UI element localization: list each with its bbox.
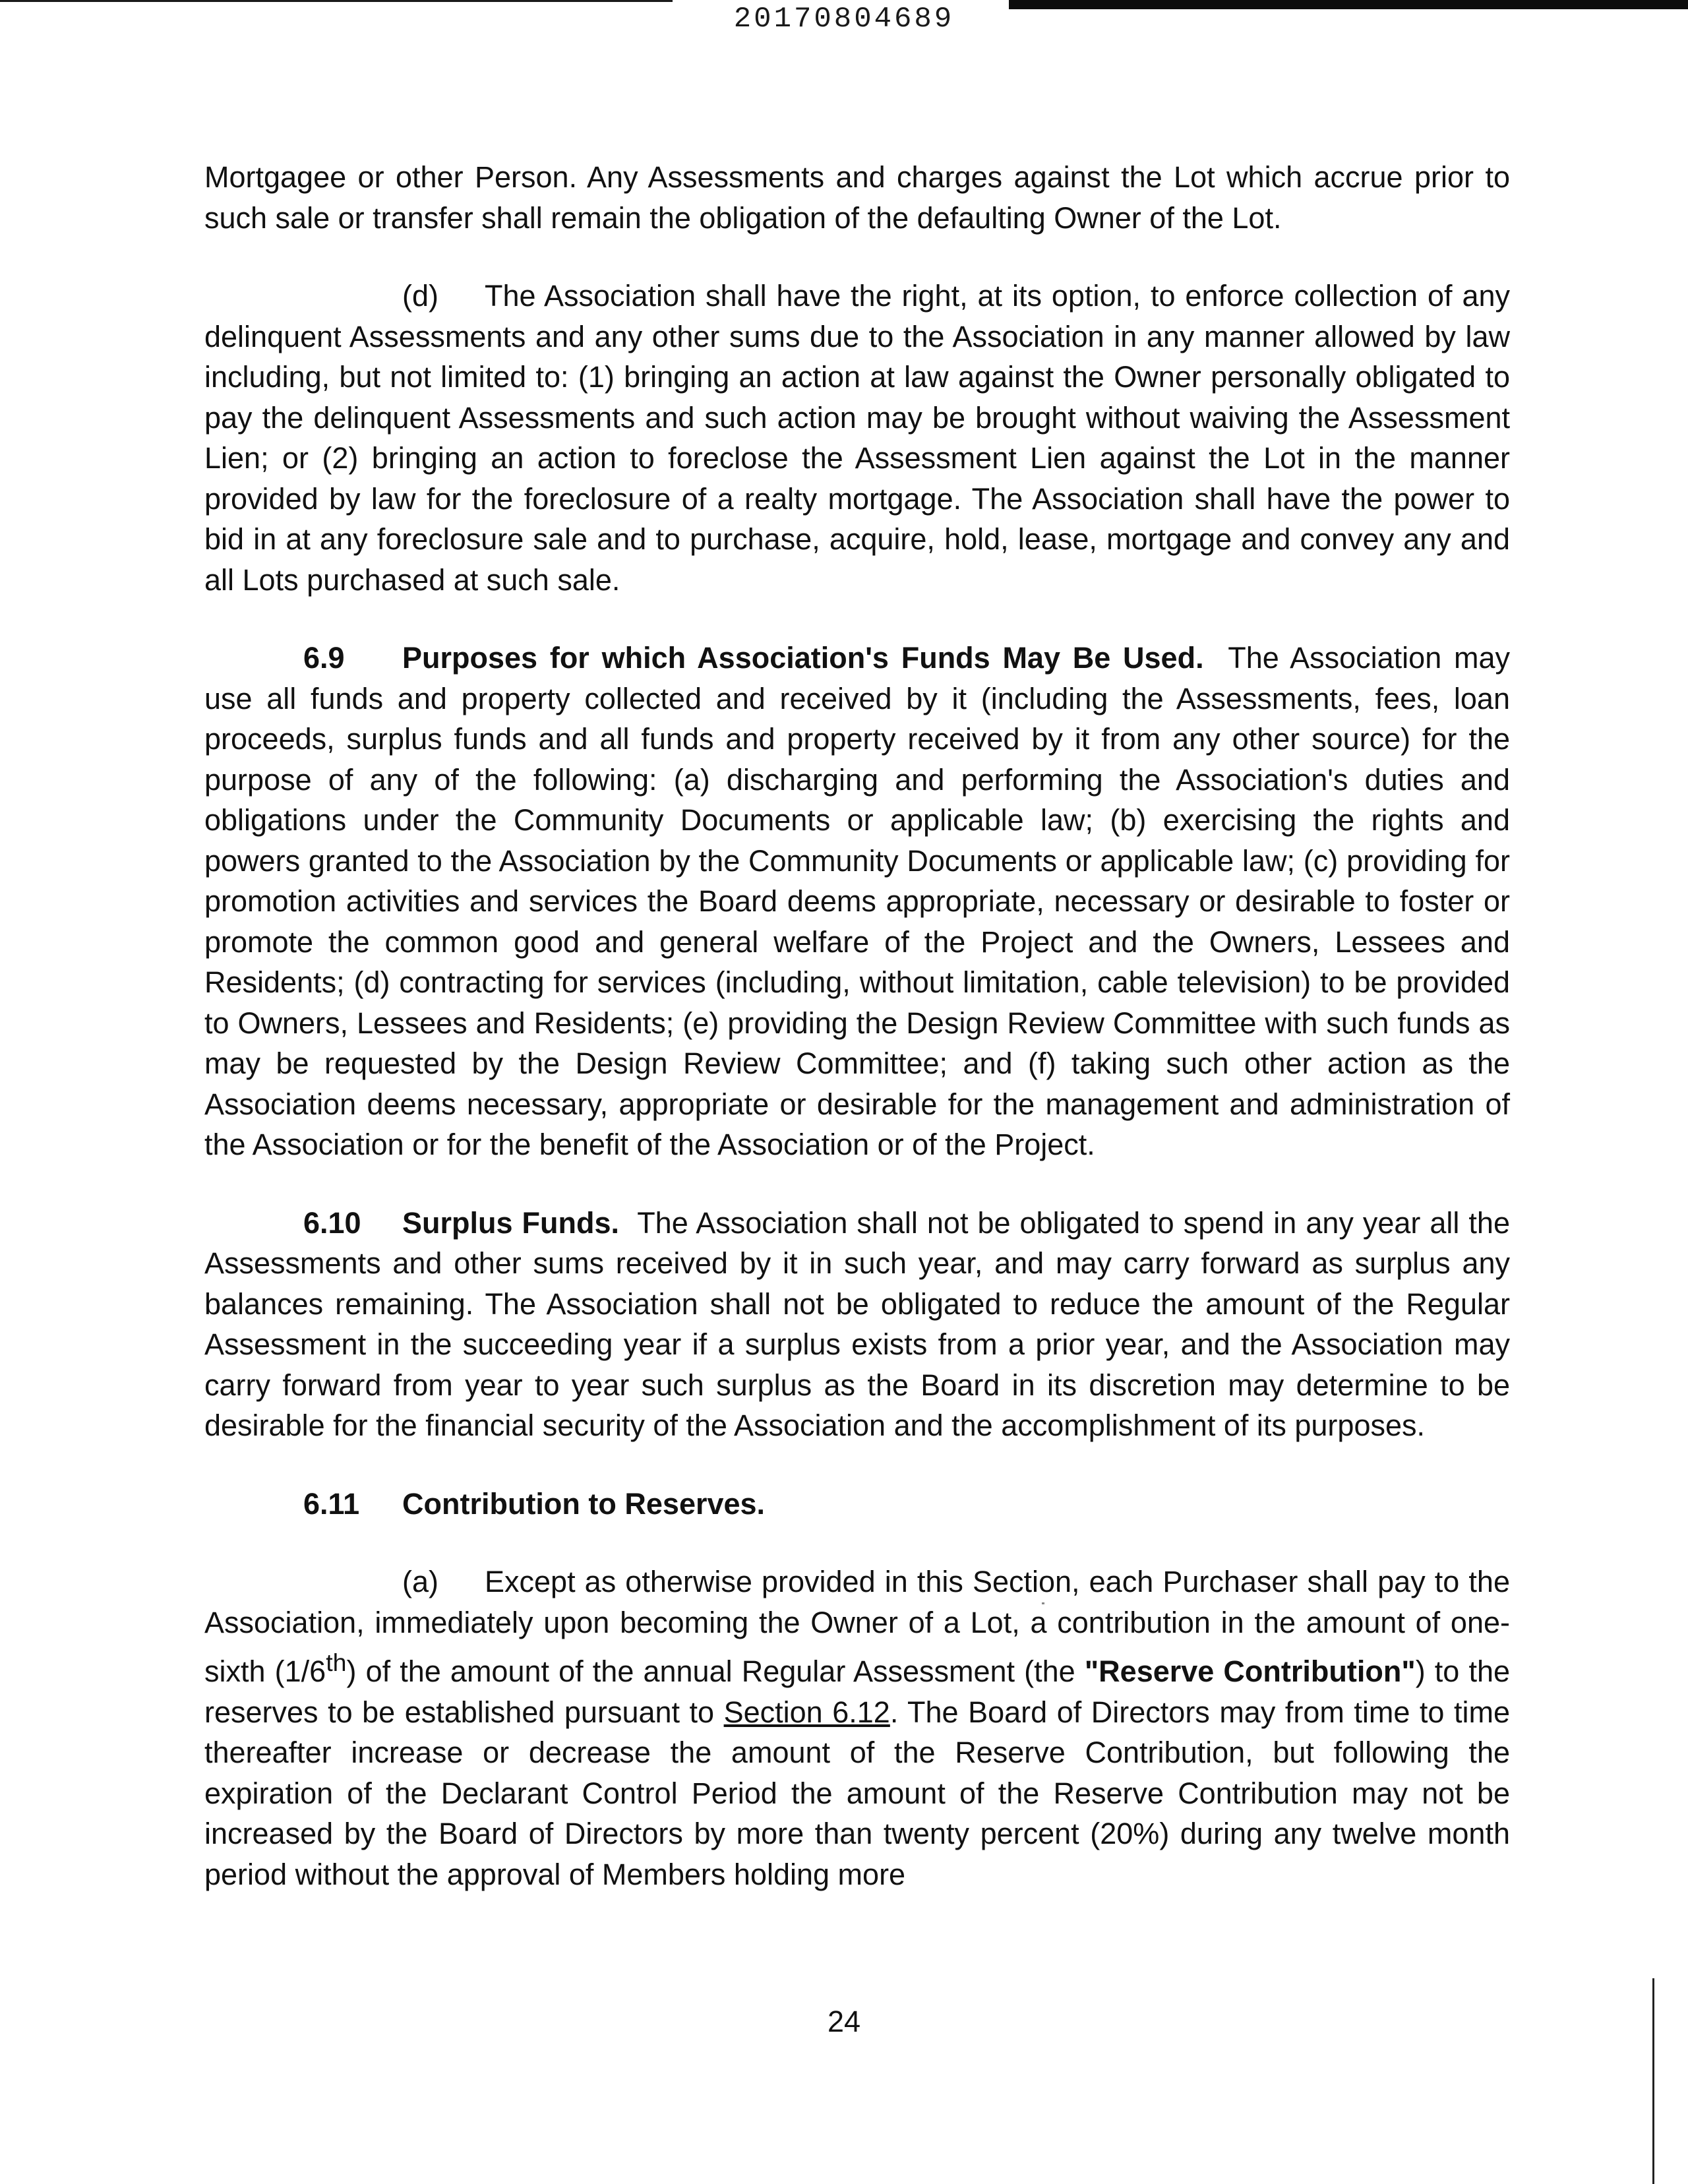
- paragraph-d: [204, 276, 1510, 600]
- section-title-6-10: Surplus Funds.: [402, 1205, 619, 1240]
- subsection-label-d: (d): [402, 279, 438, 313]
- document-body: [204, 157, 1510, 1932]
- section-title-6-11: Contribution to Reserves.: [402, 1486, 766, 1521]
- ordinal-superscript: th: [326, 1649, 347, 1676]
- paragraph-a-text-4: . The Board of Directors may from time to time thereafter increase or decrease the amount of the Reserve Contribution, but following the expiration of the Declarant Control Period the amount of the Reserve Contribution may not be increased by the Board of Directors by more than twenty percent (20%) during any twelve month period without the approval of Members holding more: [204, 1695, 1510, 1891]
- section-text-6-10: The Association shall not be obligated to spend in any year all the Assessments and other sums received by it in such year, and may carry forward as surplus any balances remaining. The Association shall not be obligated to reduce the amount of the Regular Assessment in the succeeding year if a surplus exists from a prior year, and the Association may carry forward from year to year such surplus as the Board in its discretion may determine to be desirable for the financial security of the Association and the accomplishment of its purposes.: [204, 1205, 1510, 1442]
- paragraph-a-text-1: Except as otherwise provided in this Section, each Purchaser shall pay to the Association, immediately upon becoming the Owner of a Lot, a contribution in the amount of one-sixth (1/6: [204, 1565, 1510, 1688]
- section-reference-link[interactable]: Section 6.12: [723, 1695, 890, 1729]
- section-6-10: [204, 1203, 1510, 1446]
- top-rule-left: [0, 0, 673, 2]
- defined-term-reserve-contribution: "Reserve Contribution": [1084, 1654, 1416, 1688]
- section-title-6-9: Purposes for which Association's Funds May Be Used.: [402, 641, 1204, 675]
- document-number: 20170804689: [733, 3, 955, 36]
- paragraph-6-11-a: [204, 1562, 1510, 1895]
- section-6-9: [204, 638, 1510, 1165]
- page-number: 24: [827, 2005, 861, 2038]
- section-number-6-9: 6.9: [303, 641, 345, 675]
- paragraph-a-text-2: ) of the amount of the annual Regular Assessment (the: [346, 1654, 1085, 1688]
- section-number-6-10: 6.10: [303, 1205, 361, 1240]
- section-6-11-heading: [204, 1484, 1510, 1525]
- paragraph-d-text: The Association shall have the right, at its option, to enforce collection of any delinquent Assessments and any other sums due to the Association in any manner allowed by law including, but not limited to: (1) bringing an action at law against the Owner personally obligated to pay the delinquent Assessments and such action may be brought without waiving the Assessment Lien; or (2) bringing an action to foreclose the Assessment Lien against the Lot in the manner provided by law for the foreclosure of a realty mortgage. The Association shall have the power to bid in at any foreclosure sale and to purchase, acquire, hold, lease, mortgage and convey any and all Lots purchased at such sale.: [204, 279, 1510, 597]
- paragraph-continuation: Mortgagee or other Person. Any Assessments and charges against the Lot which accrue prior to such sale or transfer shall remain the obligation of the defaulting Owner of the Lot.: [204, 160, 1510, 235]
- paragraph-a-text-3: ) to the reserves to be established pursuant to: [204, 1654, 1511, 1729]
- section-text-6-9: The Association may use all funds and property collected and received by it (including the Assessments, fees, loan proceeds, surplus funds and all funds and property received by it from any other source) for the purpose of any of the following: (a) discharging and performing the Association's duties and obligations under the Community Documents or applicable law; (b) exercising the rights and powers granted to the Association by the Community Documents or applicable law; (c) providing for promotion activities and services the Board deems appropriate, necessary or desirable to foster or promote the common good and general welfare of the Project and the Owners, Lessees and Residents; (d) contracting for services (including, without limitation, cable television) to be provided to Owners, Lessees and Residents; (e) providing the Design Review Committee with such funds as may be requested by the Design Review Committee; and (f) taking such other action as the Association deems necessary, appropriate or desirable for the management and administration of the Association or for the benefit of the Association or of the Project.: [204, 641, 1511, 1161]
- subsection-label-a: (a): [402, 1565, 438, 1598]
- section-number-6-11: 6.11: [303, 1486, 360, 1521]
